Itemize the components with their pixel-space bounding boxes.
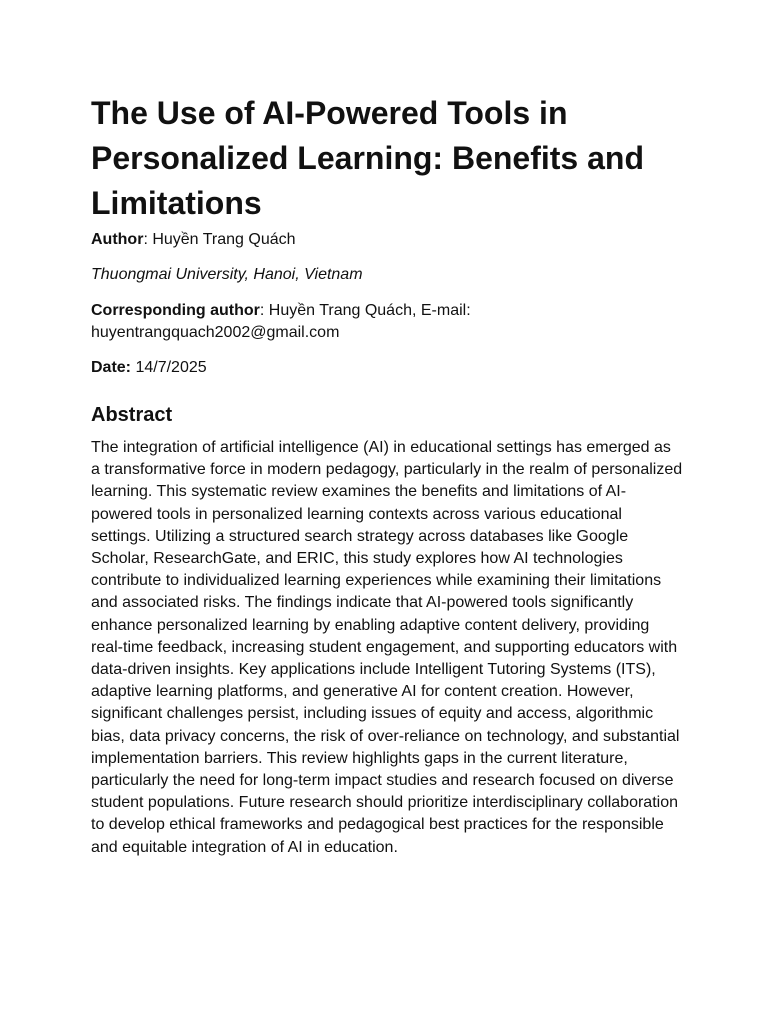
date-value: 14/7/2025 [131, 359, 207, 376]
abstract-text: The integration of artificial intelligence (AI) in educational settings has emerged as a transformative force in modern pedagogy, particularly in the realm of personalized learning. This systematic review examines the benefits and limitations of AI-powered tools in personalized learning contexts across various educational settings. Utilizing a structured search strategy across databases like Google Scholar, ResearchGate, and ERIC, this study explores how AI technologies contribute to individualized learning experiences while examining their limitations and associated risks. The findings indicate that AI-powered tools significantly enhance personalized learning by enabling adaptive content delivery, providing real-time feedback, increasing student engagement, and supporting educators with data-driven insights. Key applications include Intelligent Tutoring Systems (ITS), adaptive learning platforms, and generative AI for content creation. However, significant challenges persist, including issues of equity and access, algorithmic bias, data privacy concerns, the risk of over-reliance on technology, and substantial implementation barriers. This review highlights gaps in the current literature, particularly the need for long-term impact studies and research focused on diverse student populations. Future research should prioritize interdisciplinary collaboration to develop ethical frameworks and pedagogical best practices for the responsible and equitable integration of AI in education. [91, 439, 683, 856]
author-line [91, 229, 691, 251]
author-name: : Huyền Trang Quách [143, 231, 296, 248]
corresponding-author-label: Corresponding author [91, 302, 260, 319]
corresponding-author-value: : Huyền Trang Quách, E-mail: huyentrangquach2002@gmail.com [91, 302, 471, 341]
author-label: Author [91, 231, 144, 248]
affiliation: Thuongmai University, Hanoi, Vietnam [91, 266, 363, 283]
paper-title: The Use of AI-Powered Tools in Personalized Learning: Benefits and Limitations [91, 95, 644, 221]
date-label: Date: [91, 359, 132, 376]
abstract-heading: Abstract [91, 404, 173, 426]
date-line [91, 357, 691, 379]
corresponding-author-line [91, 300, 691, 344]
